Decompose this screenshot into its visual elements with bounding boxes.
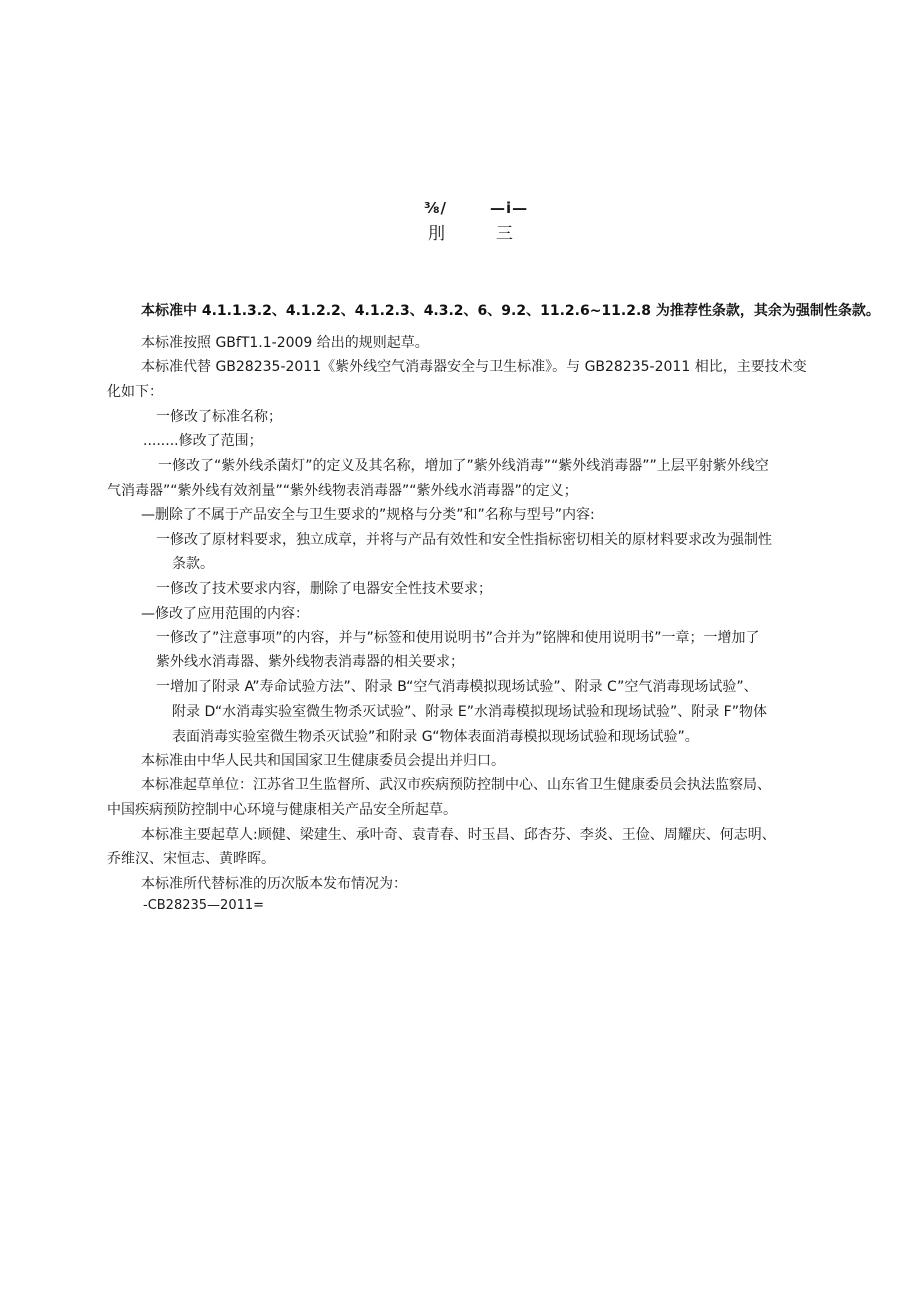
- change-item: 一修改了技术要求内容，删除了电器安全性技术要求；: [156, 581, 492, 597]
- replacement-statement: 本标准代替 GB28235-2011《紫外线空气消毒器安全与卫生标准》。与 GB28235-2011 相比，主要技术变: [141, 359, 807, 375]
- drafters-cont: 乔维汉、宋恒志、黄晔晖。: [107, 851, 275, 867]
- version-history-intro: 本标准所代替标准的历次版本发布情况为：: [141, 876, 407, 892]
- title-fragment-left: ⅜/: [424, 199, 448, 217]
- drafters: 本标准主要起草人:顾健、梁建生、承叶奇、袁青春、时玉昌、邱杏芬、李炎、王俭、周耀庆、何志明、: [141, 827, 776, 843]
- change-item: ........修改了范围；: [143, 433, 263, 449]
- change-item-cont: 紫外线水消毒器、紫外线物表消毒器的相关要求；: [156, 654, 464, 670]
- drafting-rules: 本标准按照 GBfT1.1-2009 给出的规则起草。: [141, 335, 429, 351]
- change-item-cont: 条款。: [172, 556, 214, 572]
- change-item: 一增加了附录 A”寿命试验方法”、附录 B“空气消毒模拟现场试验”、附录 C”空气消毒现场试验”、: [156, 679, 758, 695]
- change-item: 一修改了标准名称；: [156, 409, 282, 425]
- change-item: 一修改了”注意事项”的内容，并与”标签和使用说明书”合并为”铭牌和使用说明书”一章；一增加了: [156, 630, 760, 646]
- replacement-statement-cont: 化如下：: [107, 384, 163, 400]
- drafting-units: 本标准起草单位：江苏省卫生监督所、武汉市疾病预防控制中心、山东省卫生健康委员会执法监察局、: [141, 777, 771, 793]
- change-item: —删除了不属于产品安全与卫生要求的”规格与分类”和”名称与型号”内容:: [141, 507, 595, 523]
- change-item: 一修改了原材料要求，独立成章，并将与产品有效性和安全性指标密切相关的原材料要求改为强制性: [156, 532, 772, 548]
- title-char-left: 刖: [428, 224, 445, 244]
- clause-statement: 本标准中 4.1.1.3.2、4.1.2.2、4.1.2.3、4.3.2、6、9.2、11.2.6~11.2.8 为推荐性条款，其余为强制性条款。: [141, 303, 880, 319]
- change-item-cont: 附录 D“水消毒实验室微生物杀灭试验”、附录 E”水消毒模拟现场试验和现场试验”、附录 F”物体: [172, 704, 767, 720]
- version-history-item: -CB28235—2011=: [143, 898, 265, 913]
- title-fragment-right: —i—: [490, 199, 529, 217]
- change-item: —修改了应用范围的内容：: [141, 606, 309, 622]
- change-item: 一修改了“紫外线杀菌灯”的定义及其名称，增加了”紫外线消毒”“紫外线消毒器””上层平射紫外线空: [158, 458, 769, 474]
- foreword-title: [0, 219, 920, 243]
- proposer-statement: 本标准由中华人民共和国国家卫生健康委员会提出并归口。: [141, 753, 505, 769]
- title-char-right: 三: [496, 224, 513, 244]
- change-item-cont: 气消毒器”“紫外线有效剂量”“紫外线物表消毒器”“紫外线水消毒器”的定义；: [107, 483, 578, 499]
- change-item-cont: 表面消毒实验室微生物杀灭试验”和附录 G“物体表面消毒模拟现场试验和现场试验”。: [172, 729, 699, 745]
- drafting-units-cont: 中国疾病预防控制中心环境与健康相关产品安全所起草。: [107, 802, 457, 818]
- foreword-title-garbled: [0, 199, 920, 219]
